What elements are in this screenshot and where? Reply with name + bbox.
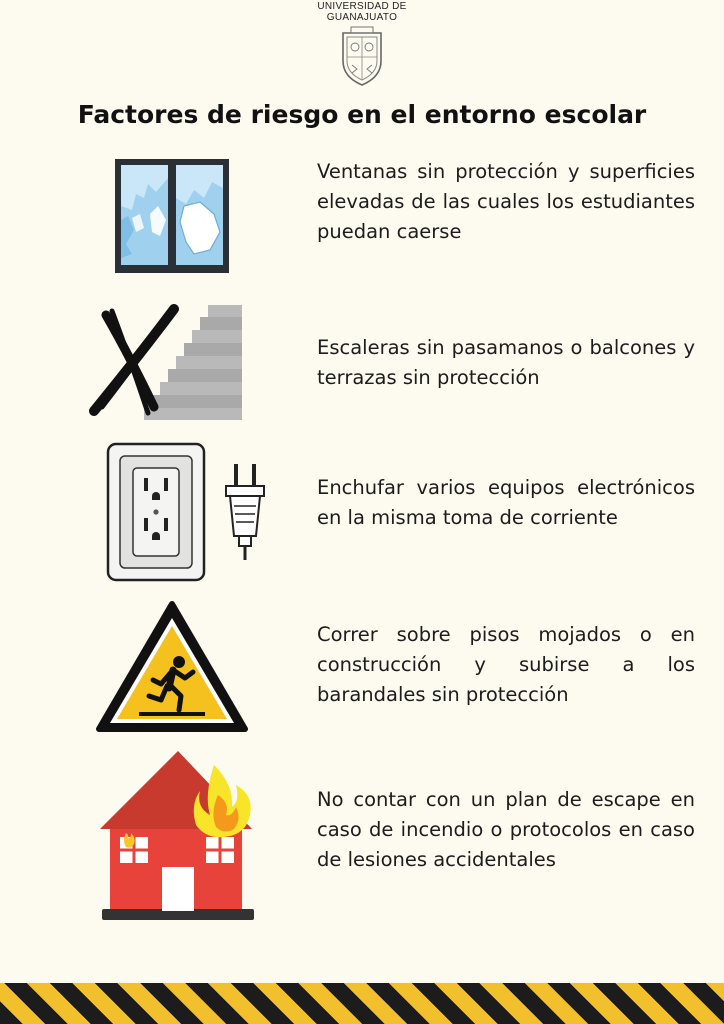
- risk-text-windows: Ventanas sin protección y superficies elevadas de las cuales los estudiantes puedan caerse: [317, 160, 695, 243]
- outlet-plug-icon: [106, 442, 276, 584]
- university-line-1: UNIVERSIDAD DE: [317, 1, 407, 12]
- risk-text-fire: No contar con un plan de escape en caso de incendio o protocolos en caso de lesiones accidentales: [317, 788, 695, 871]
- university-line-2: GUANAJUATO: [326, 12, 398, 23]
- hazard-stripe-footer: [0, 983, 724, 1024]
- broken-window-icon: [114, 158, 230, 274]
- university-name: [0, 1, 724, 23]
- risk-text-stairs: Escaleras sin pasamanos o balcones y terrazas sin protección: [317, 336, 695, 389]
- crossed-stairs-icon: [88, 303, 250, 421]
- university-seal-icon: [337, 25, 387, 87]
- page-title: Factores de riesgo en el entorno escolar: [77, 100, 647, 129]
- risk-text-wet-floor: Correr sobre pisos mojados o en construcción y subirse a los barandales sin protección: [317, 623, 695, 706]
- risk-text-outlet: Enchufar varios equipos electrónicos en la misma toma de corriente: [317, 476, 695, 529]
- slip-warning-icon: [95, 600, 249, 734]
- house-fire-icon: [98, 745, 260, 925]
